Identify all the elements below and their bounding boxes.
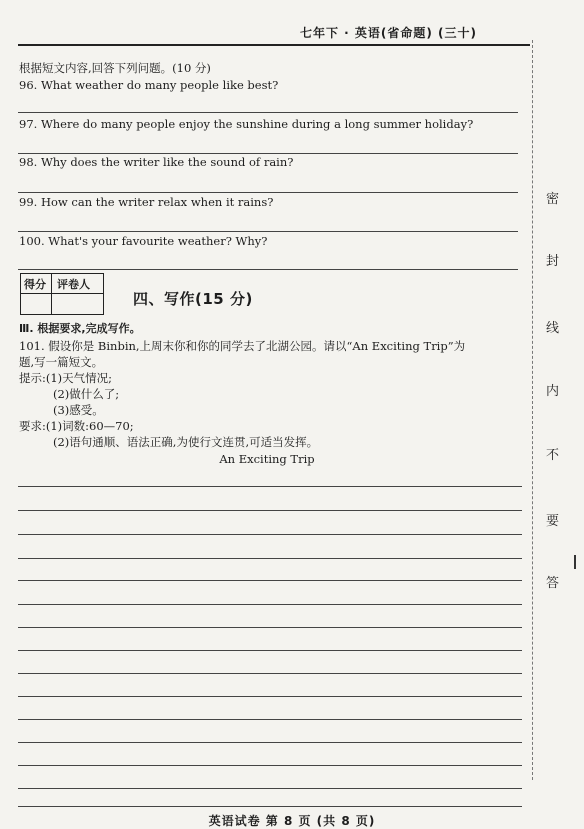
answer-line-100[interactable] — [18, 269, 518, 270]
seal-char: 封 — [546, 254, 560, 269]
hint-3: (3)感受。 — [53, 403, 104, 417]
requirements-label: 要求:(1)词数:60—70; — [19, 419, 134, 433]
margin-tick-mark — [574, 555, 576, 569]
seal-char: 密 — [546, 192, 560, 207]
essay-title: An Exciting Trip — [219, 452, 315, 466]
writing-instruction: Ⅲ. 根据要求,完成写作。 — [19, 322, 141, 335]
writing-prompt-line1: 101. 假设你是 Binbin,上周末你和你的同学去了北湖公园。请以“An Exciting Trip”为 — [19, 339, 466, 353]
writing-line[interactable] — [18, 673, 522, 674]
writing-line[interactable] — [18, 534, 522, 535]
question-99: 99. How can the writer relax when it rains? — [19, 195, 274, 209]
writing-line[interactable] — [18, 742, 522, 743]
answer-line-98[interactable] — [18, 192, 518, 193]
writing-line[interactable] — [18, 719, 522, 720]
writing-line[interactable] — [18, 765, 522, 766]
question-96: 96. What weather do many people like best? — [19, 78, 279, 92]
writing-line[interactable] — [18, 486, 522, 487]
header-rule — [18, 44, 530, 46]
question-98: 98. Why does the writer like the sound of rain? — [19, 155, 294, 169]
seal-char: 答 — [546, 576, 560, 591]
hint-2: (2)做什么了; — [53, 387, 120, 401]
reading-instruction: 根据短文内容,回答下列问题。(10 分) — [19, 61, 211, 75]
writing-prompt-line2: 题,写一篇短文。 — [19, 355, 104, 369]
writing-line[interactable] — [18, 696, 522, 697]
requirement-2: (2)语句通顺、语法正确,为使行文连贯,可适当发挥。 — [53, 435, 319, 449]
writing-line[interactable] — [18, 806, 522, 807]
writing-line[interactable] — [18, 627, 522, 628]
seal-char: 要 — [546, 514, 560, 529]
writing-line[interactable] — [18, 558, 522, 559]
seal-char: 内 — [546, 384, 560, 399]
grader-label: 评卷人 — [57, 278, 90, 291]
seal-char: 不 — [546, 448, 560, 463]
page-footer: 英语试卷 第 8 页 (共 8 页) — [208, 814, 376, 828]
seal-char: 线 — [546, 321, 560, 336]
writing-line[interactable] — [18, 604, 522, 605]
hints-label: 提示:(1)天气情况; — [19, 371, 113, 385]
writing-line[interactable] — [18, 788, 522, 789]
writing-line[interactable] — [18, 650, 522, 651]
writing-line[interactable] — [18, 510, 522, 511]
page-header-title: 七年下 · 英语(省命题) (三十) — [300, 26, 478, 40]
answer-line-96[interactable] — [18, 112, 518, 113]
question-100: 100. What's your favourite weather? Why? — [19, 234, 268, 248]
writing-line[interactable] — [18, 580, 522, 581]
score-table — [20, 273, 104, 315]
section-heading-writing: 四、写作(15 分) — [133, 290, 253, 308]
answer-line-97[interactable] — [18, 153, 518, 154]
seal-dashed-line — [532, 40, 533, 780]
question-97: 97. Where do many people enjoy the sunshine during a long summer holiday? — [19, 117, 474, 131]
score-label: 得分 — [24, 278, 46, 291]
answer-line-99[interactable] — [18, 231, 518, 232]
